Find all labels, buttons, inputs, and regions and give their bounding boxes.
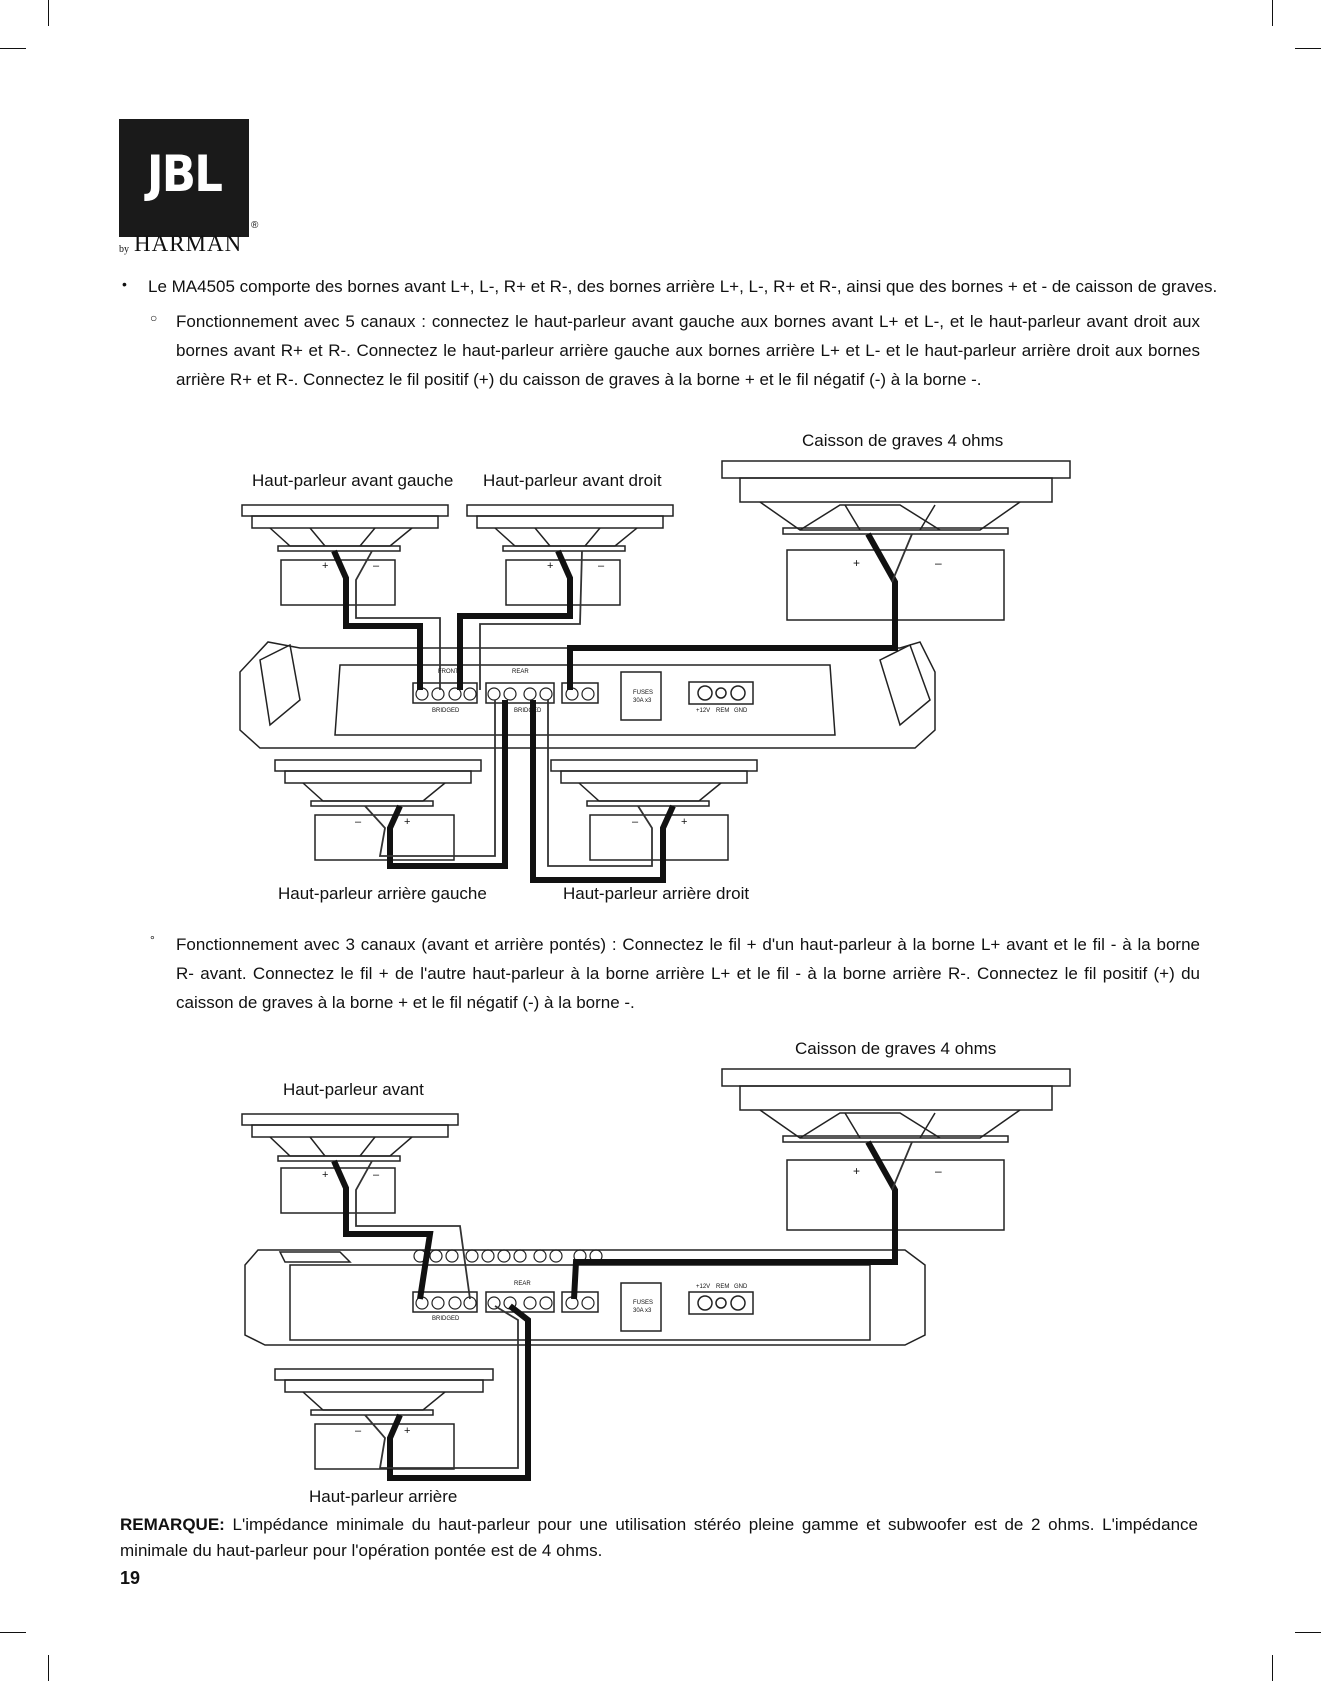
plus-mark: + (404, 1425, 411, 1437)
plus-mark: + (853, 1164, 861, 1178)
minus-mark: – (935, 556, 942, 570)
note-label: REMARQUE: (120, 1515, 225, 1534)
plus-mark: + (681, 816, 688, 828)
amp-label-fuse-rating: 30A x3 (633, 1308, 652, 1314)
by-text: by (119, 244, 129, 255)
note-text-1: L'impédance minimale du haut-parleur pour une utilisation stéréo pleine gamme et subwoofer est de 2 ohms. L'impédance (224, 1515, 1198, 1534)
amp-label-rem: REM (716, 1284, 730, 1290)
amp-label-rear: REAR (514, 1281, 531, 1287)
rear-speaker-label: Haut-parleur arrière (309, 1487, 458, 1506)
intro-text: Le MA4505 comporte des bornes avant L+, L-, R+ et R-, des bornes arrière L+, L-, R+ et R-, ainsi que des bornes + et - de caisson de graves. (148, 277, 1218, 296)
note-paragraph (120, 1512, 1198, 1564)
amp-label-front: FRONT (438, 669, 459, 675)
amp-label-12v: +12V (696, 708, 711, 714)
amp-label-gnd: GND (734, 708, 748, 714)
sub-bullet-icon: ○ (150, 311, 158, 325)
plus-mark: + (322, 1169, 329, 1181)
three-channel-line-1: Fonctionnement avec 3 canaux (avant et arrière pontés) : Connectez le fil + d'un haut-parleur à la borne L+ avant et le fil - à la borne (176, 935, 1200, 954)
harman-logo: HARMAN (134, 231, 243, 256)
plus-mark: + (853, 556, 861, 570)
five-channel-line-3: arrière R+ et R-. Connectez le fil positif (+) du caisson de graves à la borne + et le fil négatif (-) à la borne -. (176, 370, 982, 389)
minus-mark: – (355, 1425, 362, 1437)
registered-mark: ® (251, 220, 259, 231)
amp-label-fuse-rating: 30A x3 (633, 698, 652, 704)
plus-mark: + (404, 816, 411, 828)
sub-bullet-icon: ° (150, 933, 155, 947)
minus-mark: – (935, 1164, 942, 1178)
front-speaker-label: Haut-parleur avant (283, 1080, 424, 1099)
page-number: 19 (120, 1568, 141, 1588)
amp-label-bridged: BRIDGED (432, 708, 460, 714)
amp-label-fuses: FUSES (633, 690, 654, 696)
front-right-label: Haut-parleur avant droit (483, 471, 662, 490)
five-channel-line-2: bornes avant R+ et R-. Connectez le haut-parleur arrière gauche aux bornes arrière L+ et L- et le haut-parleur arrière droit aux bornes (176, 341, 1200, 360)
jbl-logo-text: JBL (146, 145, 222, 203)
plus-mark: + (547, 560, 554, 572)
minus-mark: – (632, 816, 639, 828)
minus-mark: – (373, 1169, 380, 1181)
note-line-1 (120, 1512, 1198, 1538)
three-channel-line-3: caisson de graves à la borne + et le fil négatif (-) à la borne -. (176, 993, 635, 1012)
minus-mark: – (373, 560, 380, 572)
bullet-icon: • (122, 276, 127, 292)
plus-mark: + (322, 560, 329, 572)
rear-right-label: Haut-parleur arrière droit (563, 884, 750, 903)
amp-label-bridged: BRIDGED (432, 1316, 460, 1322)
amp-label-gnd: GND (734, 1284, 748, 1290)
minus-mark: – (355, 816, 362, 828)
amp-label-rem: REM (716, 708, 730, 714)
five-channel-line-1: Fonctionnement avec 5 canaux : connectez le haut-parleur avant gauche aux bornes avant L+ et L-, et le haut-parleur avant droit aux (176, 312, 1200, 331)
front-left-label: Haut-parleur avant gauche (252, 471, 454, 490)
subwoofer-label: Caisson de graves 4 ohms (795, 1039, 997, 1058)
three-channel-line-2: R- avant. Connectez le fil + de l'autre haut-parleur à la borne arrière L+ et le fil - à la borne arrière R-. Connectez le fil positif (+) du (176, 964, 1200, 983)
note-line-2: minimale du haut-parleur pour l'opération pontée est de 4 ohms. (120, 1541, 603, 1560)
rear-left-label: Haut-parleur arrière gauche (278, 884, 487, 903)
amp-label-bridged: BRIDGED (514, 708, 542, 714)
amp-label-fuses: FUSES (633, 1300, 654, 1306)
subwoofer-label: Caisson de graves 4 ohms (802, 431, 1004, 450)
minus-mark: – (598, 560, 605, 572)
amp-label-rear: REAR (512, 669, 529, 675)
amp-label-12v: +12V (696, 1284, 711, 1290)
